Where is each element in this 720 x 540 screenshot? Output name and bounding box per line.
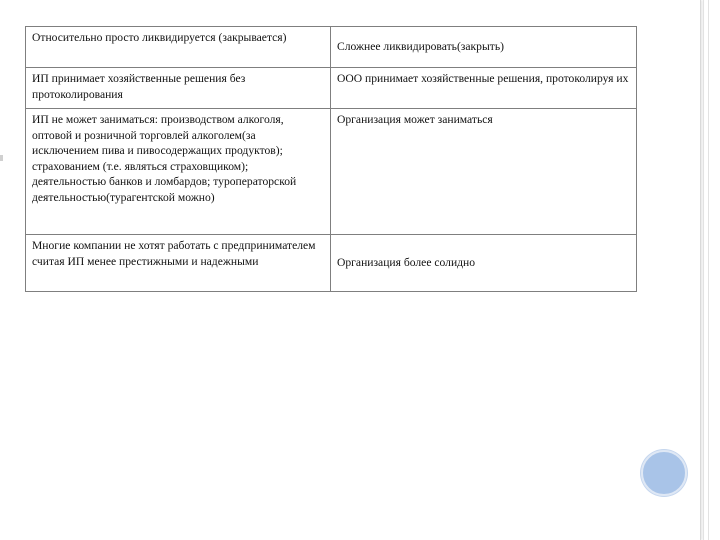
table-cell-right: Сложнее ликвидировать(закрыть) [331, 27, 637, 68]
table-cell-left: ИП не может заниматься: производством алкоголя, оптовой и розничной торговлей алкоголем(за исключением пива и пивосодержащих продуктов); страхованием (т.е. являться страховщиком); деятельностью банков и ломбардов; туроператорской деятельностью(турагентской можно) [26, 109, 331, 235]
table-cell-left: Относительно просто ликвидируется (закрывается) [26, 27, 331, 68]
decorative-circle [641, 450, 687, 496]
slide-edge-rule [703, 0, 709, 540]
table-row [26, 27, 637, 68]
table-cell-left: Многие компании не хотят работать с предпринимателем считая ИП менее престижными и надежными [26, 235, 331, 292]
table-row [26, 68, 637, 109]
slide-edge-mark [0, 155, 3, 161]
table-row [26, 109, 637, 235]
table-row [26, 235, 637, 292]
comparison-table [25, 26, 637, 292]
table-cell-right: Организация может заниматься [331, 109, 637, 235]
table-cell-right: Организация более солидно [331, 235, 637, 292]
table-cell-right: ООО принимает хозяйственные решения, протоколируя их [331, 68, 637, 109]
table-cell-left: ИП принимает хозяйственные решения без протоколирования [26, 68, 331, 109]
